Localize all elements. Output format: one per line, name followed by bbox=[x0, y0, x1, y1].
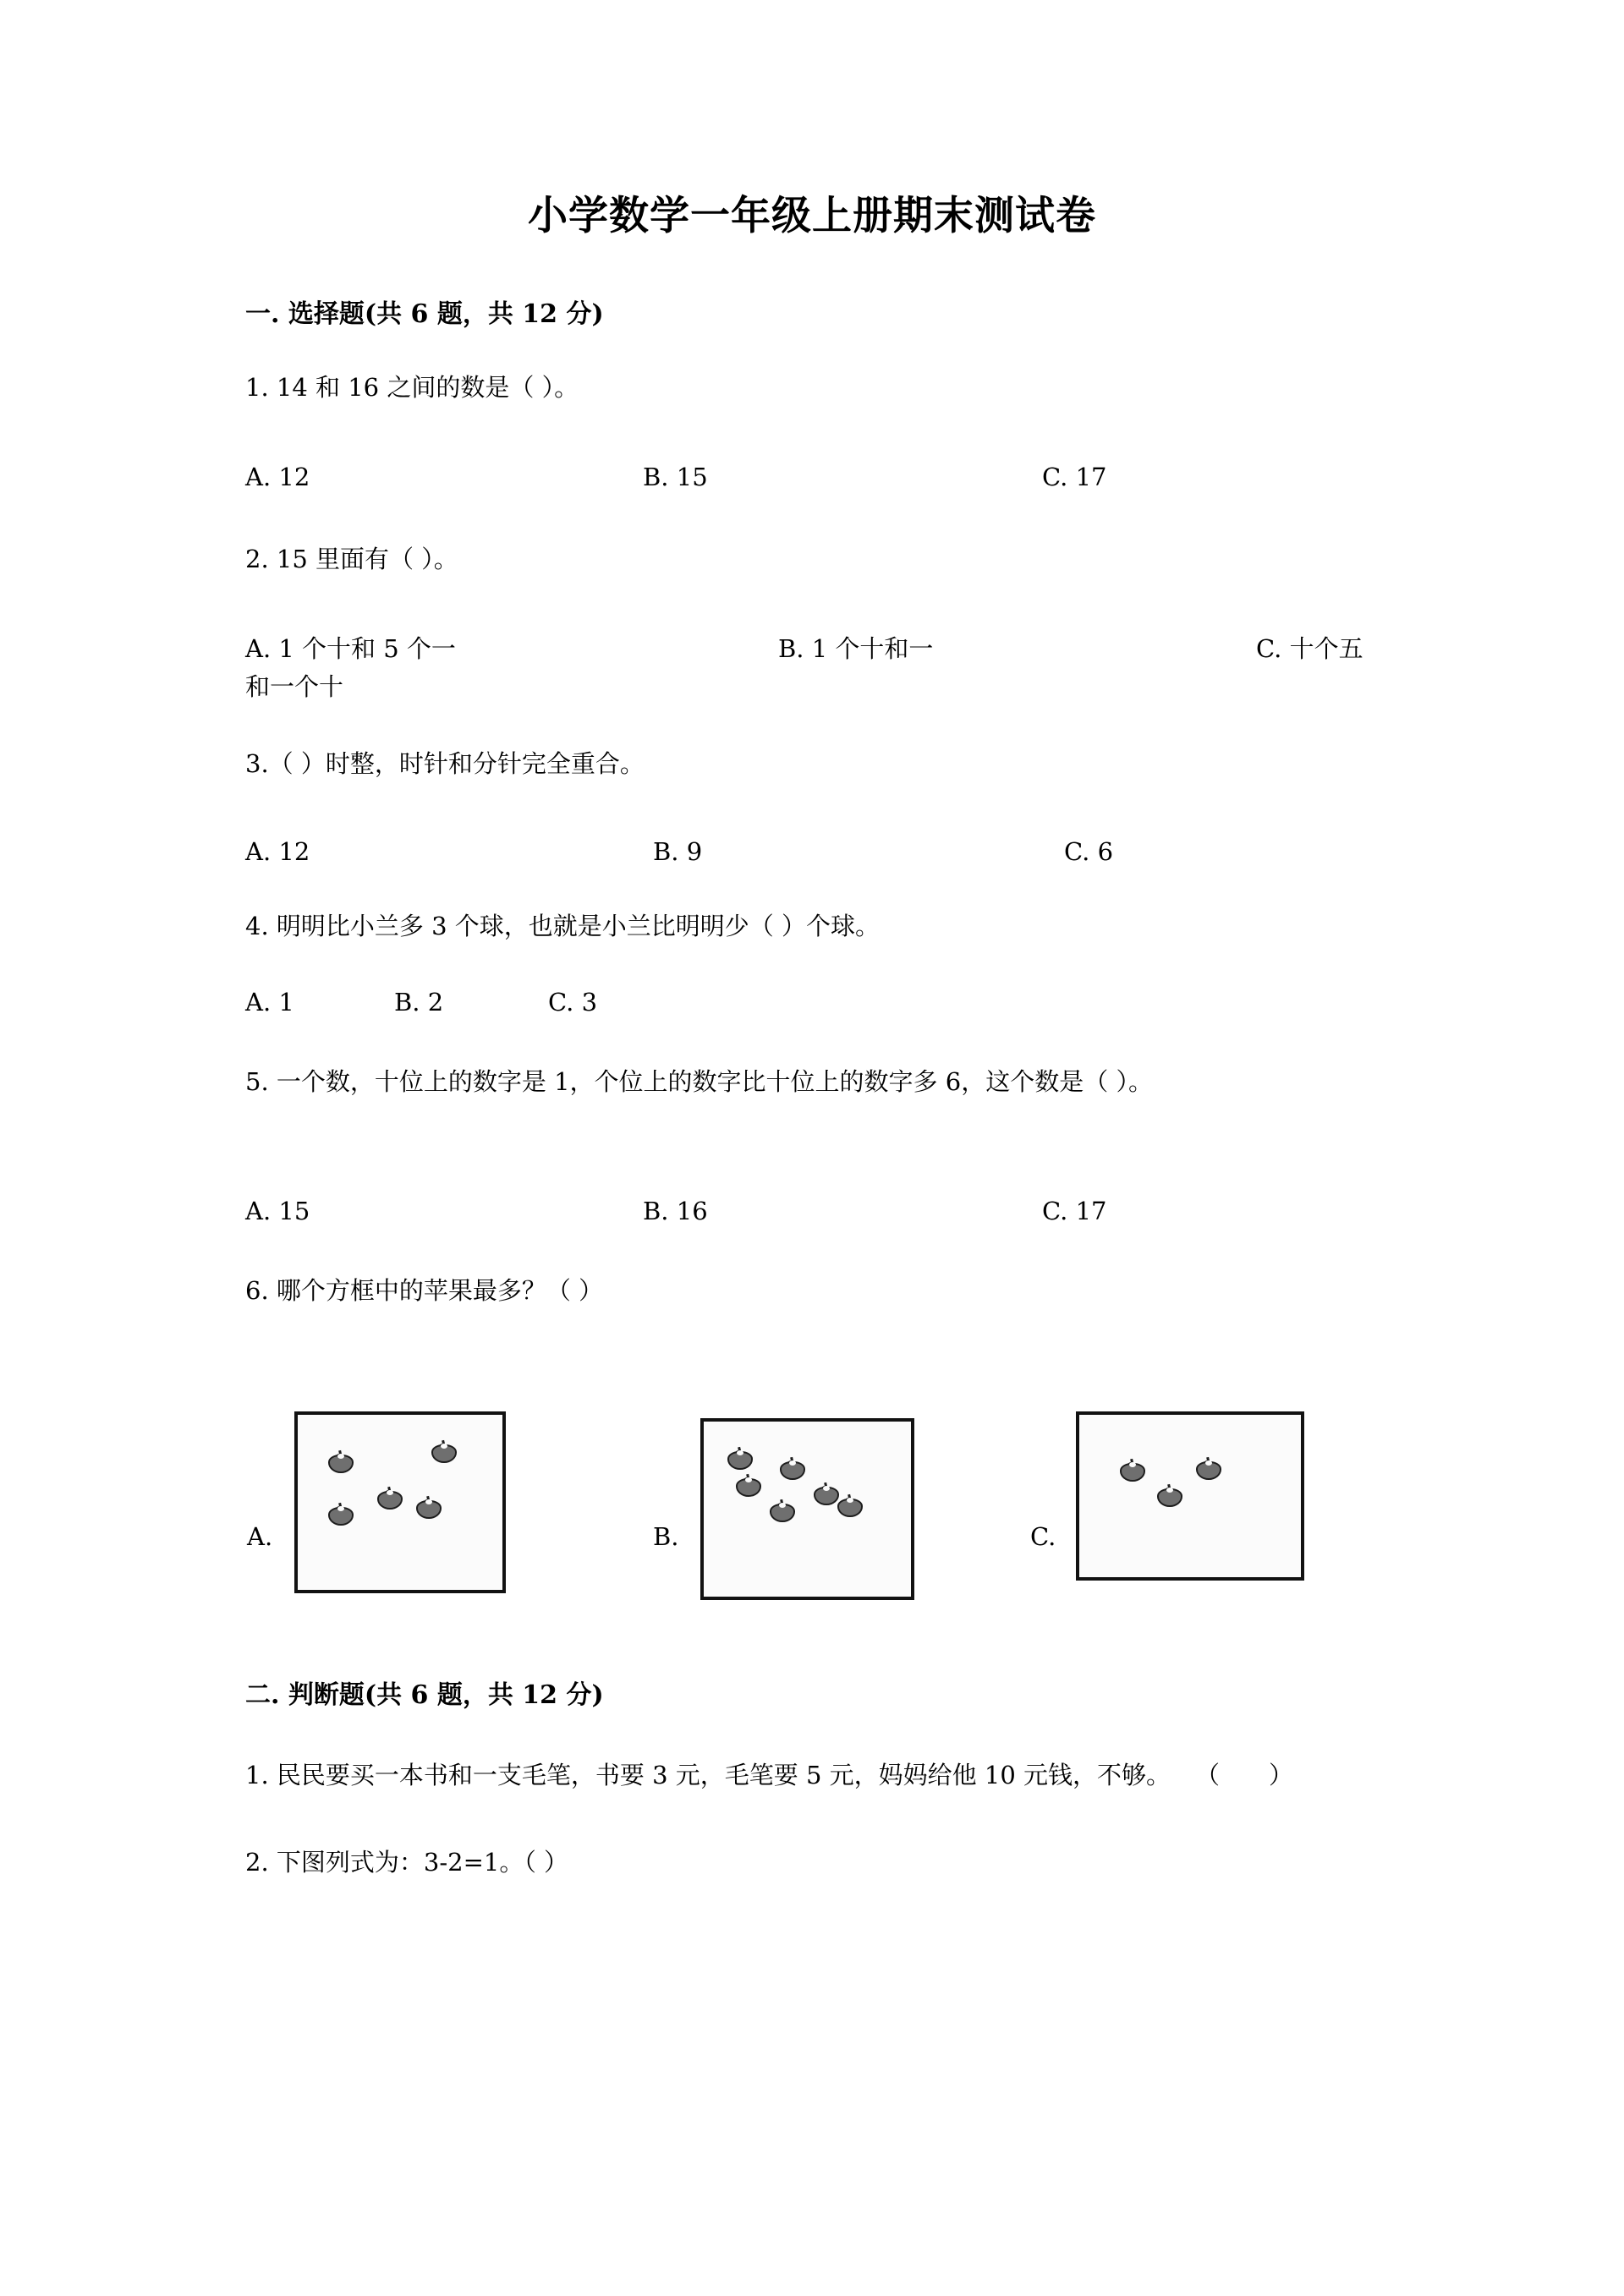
apple-icon bbox=[1196, 1457, 1221, 1480]
apple-icon bbox=[727, 1447, 753, 1470]
apple-icon bbox=[377, 1487, 403, 1510]
apple-icon bbox=[1157, 1484, 1182, 1507]
apple-icon bbox=[328, 1503, 354, 1526]
question-4-option-c[interactable]: C. 3 bbox=[548, 988, 598, 1016]
question-1-option-b[interactable]: B. 15 bbox=[643, 463, 708, 491]
question-1-option-a[interactable]: A. 12 bbox=[245, 463, 310, 491]
question-4-stem: 4. 明明比小兰多 3 个球，也就是小兰比明明少（ ）个球。 bbox=[245, 912, 880, 940]
question-4-option-b[interactable]: B. 2 bbox=[394, 988, 444, 1016]
question-2-option-b[interactable]: B. 1 个十和一 bbox=[778, 634, 934, 663]
apple-icon bbox=[416, 1496, 442, 1519]
question-3-stem: 3.（ ）时整，时针和分针完全重合。 bbox=[245, 749, 645, 778]
apple-box-label-c[interactable]: C. bbox=[1030, 1522, 1056, 1551]
apple-box-label-b[interactable]: B. bbox=[653, 1522, 679, 1551]
question-3-option-a[interactable]: A. 12 bbox=[245, 837, 310, 866]
question-2-option-c[interactable]: C. 十个五 bbox=[1256, 634, 1363, 663]
question-5-stem: 5. 一个数，十位上的数字是 1，个位上的数字比十位上的数字多 6，这个数是（ ）。 bbox=[245, 1067, 1153, 1096]
apple-icon bbox=[814, 1482, 839, 1505]
apple-box-label-a[interactable]: A. bbox=[247, 1522, 273, 1551]
apple-icon bbox=[837, 1494, 863, 1517]
question-3-option-b[interactable]: B. 9 bbox=[653, 837, 703, 866]
section-heading-choice: 一. 选择题(共 6 题，共 12 分) bbox=[245, 299, 604, 329]
apple-icon bbox=[328, 1450, 354, 1473]
question-2-option-wrap: 和一个十 bbox=[245, 672, 344, 701]
question-5-option-a[interactable]: A. 15 bbox=[245, 1197, 310, 1225]
question-6-stem: 6. 哪个方框中的苹果最多？（ ） bbox=[245, 1276, 604, 1305]
truefalse-question-1-stem: 1. 民民要买一本书和一支毛笔，书要 3 元，毛笔要 5 元，妈妈给他 10 元钱，不够。 （ ） bbox=[245, 1761, 1294, 1789]
page-title: 小学数学一年级上册期末测试卷 bbox=[528, 193, 1096, 239]
question-5-option-c[interactable]: C. 17 bbox=[1042, 1197, 1107, 1225]
apple-icon bbox=[431, 1440, 457, 1463]
apple-box-a[interactable] bbox=[294, 1411, 506, 1593]
apple-icon bbox=[736, 1474, 761, 1497]
question-3-option-c[interactable]: C. 6 bbox=[1064, 837, 1114, 866]
question-2-stem: 2. 15 里面有（ ）。 bbox=[245, 545, 458, 573]
question-2-option-a[interactable]: A. 1 个十和 5 个一 bbox=[245, 634, 456, 663]
apple-icon bbox=[770, 1499, 795, 1522]
apple-boxes-figure bbox=[0, 1400, 1624, 1603]
apple-box-b[interactable] bbox=[700, 1418, 914, 1600]
question-1-option-c[interactable]: C. 17 bbox=[1042, 463, 1107, 491]
question-1-stem: 1. 14 和 16 之间的数是（ ）。 bbox=[245, 373, 579, 402]
apple-box-c[interactable] bbox=[1076, 1411, 1304, 1581]
question-4-option-a[interactable]: A. 1 bbox=[245, 988, 294, 1016]
section-heading-truefalse: 二. 判断题(共 6 题，共 12 分) bbox=[245, 1680, 604, 1710]
apple-icon bbox=[780, 1457, 805, 1480]
apple-icon bbox=[1120, 1459, 1145, 1482]
question-5-option-b[interactable]: B. 16 bbox=[643, 1197, 708, 1225]
truefalse-question-2-stem: 2. 下图列式为：3-2=1。（ ） bbox=[245, 1848, 569, 1877]
